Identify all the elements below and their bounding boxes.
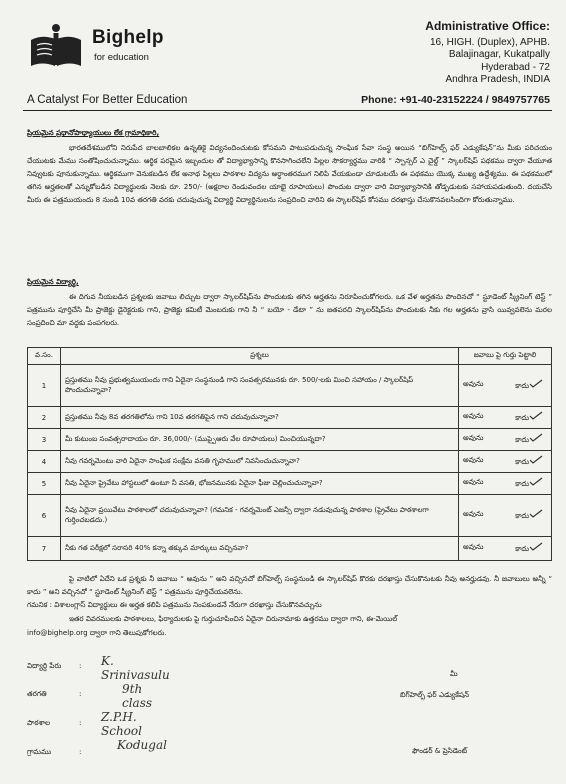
name-label: విద్యార్థి పేరు [27, 661, 62, 670]
signoff-title: ఫౌండర్ & ప్రెసిడెంట్ [412, 746, 468, 755]
answer-cell [459, 451, 552, 473]
brand-name: Bighelp [92, 27, 164, 48]
village-value[interactable]: Kodugal [117, 738, 167, 752]
signoff-yours: మీ [450, 669, 458, 678]
column-header-question: ప్రశ్నలు [61, 348, 459, 365]
answer-cell [459, 473, 552, 495]
answer-yes[interactable]: అవును [463, 379, 484, 388]
question-text: నీవు ఏదైనా ప్రైవేటు హాస్టలులో ఉంటూ నీ వసతి, భోజనమునకు ఏదైనా ఫీజు చెల్లించుచున్నావా? [61, 473, 459, 495]
table-row [28, 473, 552, 495]
table-row [28, 451, 552, 473]
answer-no[interactable]: కాదు [515, 411, 543, 424]
address-line: Balajinagar, Kukatpally [448, 49, 550, 61]
question-text: ప్రస్తుతము నీవు ప్రభుత్వముయందు గాని ఏదైనా సంస్థనుండి గాని సంవత్సరమునకు రూ. 500/-లకు మించి సహాయం / స్కాలర్‌షిప్ పొందుచున్నావా? [61, 365, 459, 407]
check-mark-icon [529, 411, 543, 420]
question-text: మీ కుటుంబ సంవత్సరాదాయం రూ. 36,000/- (ముప్పైఆరు వేల రూపాయలు) మించియున్నదా? [61, 429, 459, 451]
row-number: 3 [28, 429, 61, 451]
office-heading: Administrative Office: [425, 19, 550, 33]
student-name-value[interactable]: K. Srinivasulu [101, 654, 170, 682]
check-mark-icon [529, 455, 543, 464]
note-text: గమనిక : విశాలంగ్లాస్ విద్యార్థులు ఈ అర్హత కలిపి పత్రమును నింపకుండనే నేరుగా దరఖాస్తు చేసుకొనవచ్చును [27, 600, 322, 609]
answer-yes[interactable]: అవును [463, 477, 484, 486]
tagline: A Catalyst For Better Education [27, 94, 188, 106]
check-mark-icon [529, 509, 543, 518]
school-field-row: పాఠశాల : [27, 718, 82, 727]
answer-yes[interactable]: అవును [463, 411, 484, 420]
question-text: నీవు ఏదైనా ప్రయివేటు పాఠశాలలో చదువుచున్నావా? (గమనిక - గవర్నమెంట్ ఎజన్సీ ద్వారా నడువుచున్న పాఠశాల (ప్రైవేటు పాఠశాలగా గుర్తించబడదు.) [61, 495, 459, 537]
class-value[interactable]: 9th class [122, 682, 153, 710]
village-field-row: గ్రామము : [27, 747, 82, 756]
check-mark-icon [529, 433, 543, 442]
row-number: 7 [28, 537, 61, 561]
row-number: 2 [28, 407, 61, 429]
answer-yes[interactable]: అవును [463, 509, 484, 518]
eligibility-table [27, 347, 552, 561]
question-text: నీకు గత పరీక్షలో సరాసరి 40% కన్నా తక్కువ మార్కులు వచ్చినవా? [61, 537, 459, 561]
phone-number: Phone: +91-40-23152224 / 9849757765 [361, 94, 550, 106]
student-paragraph: ఈ దిగువ నీయబడిన ప్రశ్నలకు జవాబు లిచ్చుట ద్వారా స్కాలర్‌షిప్‌ను పొందుటకు తగిన అర్హతను నిరూపించుకోగలరు. ఒక వేళ అర్హతను పొందినచో “ స్టూడెంట్ స్క్రీనింగ్ టెస్ట్ ” పత్రమును పూర్తిచేసి మీ ప్రాజెక్టు డైరెక్టరుకు గాని, ప్రాజెక్టు కమిటీ మెంబరుకు గాని నీ “ బయో - డేటా ” ను జతపరచి స్కాలర్‌షిప్‌ను పొందుటకు నీకు గల అర్హతను వ్రాసి యివ్వవలెను మరల సంప్రదించి మా వద్దకు పంపగలరు. [27, 292, 552, 327]
bighelp-logo-icon [27, 22, 85, 70]
check-mark-icon [529, 542, 543, 551]
answer-yes[interactable]: అవును [463, 542, 484, 551]
address-line: 16, HIGH. (Duplex), APHB. [429, 36, 550, 48]
column-header-answer: జవాబు పై గుర్తు పెట్టాలి [459, 348, 552, 365]
header-divider [23, 110, 552, 111]
question-text: ప్రస్తుతము నీవు 8వ తరగతిలోను గాని 10వ తరగతిపైన గాని చదువుచున్నావా? [61, 407, 459, 429]
address-line: Hyderabad - 72 [481, 61, 550, 73]
column-header-number: వ.సం. [28, 348, 61, 365]
answer-no[interactable]: కాదు [515, 542, 543, 555]
answer-no[interactable]: కాదు [515, 455, 543, 468]
class-label: తరగతి [27, 689, 47, 698]
answer-cell [459, 537, 552, 561]
row-number: 6 [28, 495, 61, 537]
school-value[interactable]: Z.P.H. School [101, 710, 142, 738]
table-row [28, 495, 552, 537]
email-line: info@bighelp.org ద్వారా గాని తెలుపుకోగలరు. [27, 628, 167, 637]
brand-subtitle: for education [94, 52, 149, 63]
table-row [28, 365, 552, 407]
answer-cell [459, 495, 552, 537]
answer-yes[interactable]: అవును [463, 433, 484, 442]
salutation-headmaster: ప్రియమైన ప్రధానోపాధ్యాయులు లేక గ్రామాధికారి, [27, 128, 160, 137]
contact-paragraph: ఇతర వివరములకు పాఠశాలలు, ఫిర్యాదులకు పై గుర్తుచూపించిన ఏదైనా చిరునామాకు ఉత్తరము ద్వారా గాని, ఈ-మెయిల్ [69, 614, 398, 623]
salutation-student: ప్రియమైన విద్యార్థి, [27, 277, 79, 286]
answer-no[interactable]: కాదు [515, 379, 543, 392]
answer-cell [459, 365, 552, 407]
answer-cell [459, 407, 552, 429]
table-row [28, 429, 552, 451]
check-mark-icon [529, 379, 543, 388]
answer-no[interactable]: కాదు [515, 477, 543, 490]
signoff-organization: బిగ్‌హెల్ప్ ఫర్ ఎడ్యుకేషన్ [400, 690, 470, 699]
school-label: పాఠశాల [27, 718, 51, 727]
table-row [28, 407, 552, 429]
question-text: నీవు గవర్నమెంటు వారి ఏదైనా సాంఘిక సంక్షేమ వసతి గృహములో నివసించుచున్నావా? [61, 451, 459, 473]
answer-cell [459, 429, 552, 451]
office-address [425, 20, 550, 87]
address-line: Andhra Pradesh, INDIA [445, 74, 550, 86]
answer-no[interactable]: కాదు [515, 433, 543, 446]
row-number: 1 [28, 365, 61, 407]
check-mark-icon [529, 477, 543, 486]
village-label: గ్రామము [27, 747, 52, 756]
table-header-row [28, 348, 552, 365]
row-number: 5 [28, 473, 61, 495]
row-number: 4 [28, 451, 61, 473]
class-field-row: తరగతి : [27, 689, 82, 698]
eligibility-instruction: పై వాటిలో ఏదేని ఒక ప్రశ్నకు నీ జవాబు “ అవును ” అని వచ్చినచో బిగ్‌హెల్ప్ సంస్థనుండి ఈ స్కాలర్‌షిప్ కొరకు దరఖాస్తు చేసుకొనుటకు నీవు అనర్హుడవు. నీ జవాబులు అన్నీ “ కాదు ” అని వచ్చినచో “ స్టూడెంట్ స్క్రీనింగ్ టెస్ట్ ” పత్రమును పూర్తిచేయవలెను. [27, 574, 552, 596]
name-field-row: విద్యార్థి పేరు : [27, 661, 82, 670]
intro-paragraph: భారతదేశములోని నిరుపేద బాలబాలికల ఉన్నతికై విద్యనందించుటకు కోసమని పాటుపడుచున్న సాంఘిక సేవా సంస్థ అయిన “బిగ్‌హెల్ప్ ఫర్ ఎడ్యుకేషన్”ను మీకు పరిచయం చేయుటకు మేము సంతోషించుచున్నాము. ఆర్థిక పరమైన ఇబ్బందుల తో విద్యాభ్యాసాన్ని కొనసాగించలేని పిల్లల సౌకర్యార్థము వారికి “ స్పాన్సర్ ఎ చైల్డ్ ” స్కాలర్‌షిప్ పథకము ద్వారా వేయూత నివ్వుటకు పూనుకున్నాము. ఆర్థికముగా వెనుకబడిన లేక అనాథ పిల్లలు పాఠశాల విద్యను అర్ధాంతరముగ నిలిపి వేయకుండా చూడుటయే ఈ పథకము యొక్క ముఖ్య ఉద్దేశ్యము. ఈ పథకములో తగిన అర్హతలతో ఎన్నుకోబడిన విద్యార్థులకు నెలకు రూ. 250/- (అక్షరాల రెండువందల యాభై రూపాయలు) పొందుట ద్వారా వారి విద్యాభ్యాసానికి తోడ్పడుటకు సహాయపడుతుంది. దయచేసి మీరు ఈ పత్రముయందు 8 నుండి 10వ తరగతి వరకు చదువుచున్న విద్యార్థి విద్యార్థినులను సంప్రదించి వారిని ఈ స్కాలర్‌షిప్ కోసము దరఖాస్తు చేసుకొనవలసిందిగా కోరుతున్నాము. [27, 143, 552, 204]
table-row [28, 537, 552, 561]
answer-no[interactable]: కాదు [515, 509, 543, 522]
answer-yes[interactable]: అవును [463, 455, 484, 464]
